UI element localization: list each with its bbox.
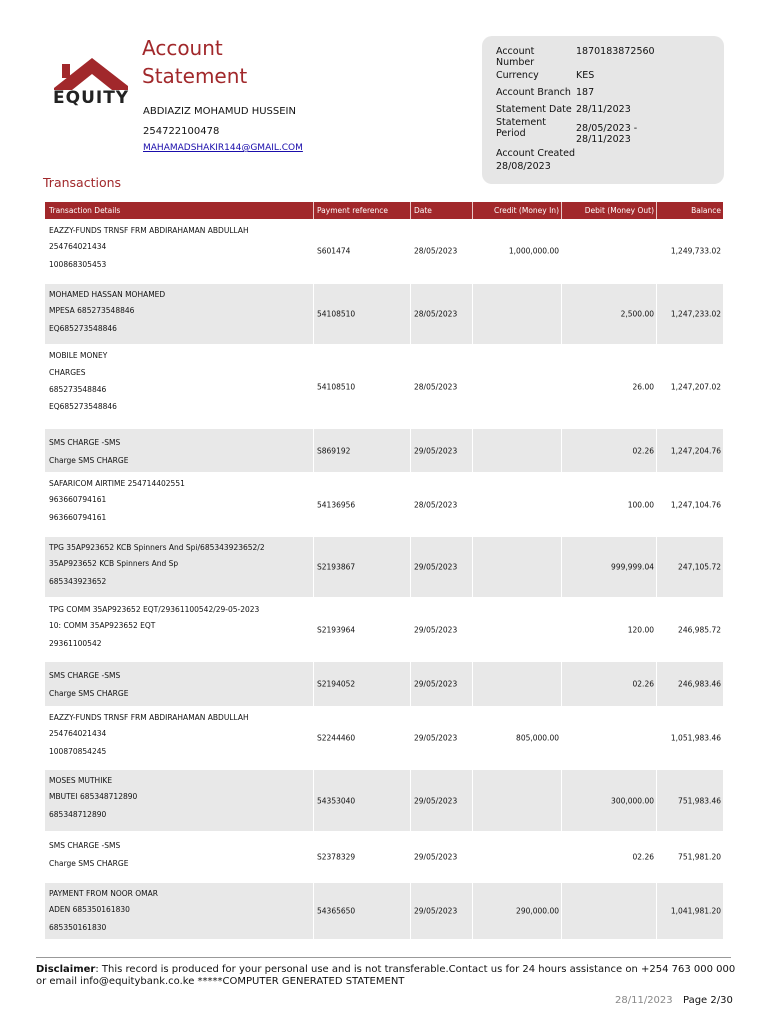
detail-line: 35AP923652 KCB Spinners And Sp xyxy=(49,559,179,568)
cell-date xyxy=(410,220,472,282)
currency-label: Currency xyxy=(496,70,539,81)
equity-logo xyxy=(52,56,132,110)
cell-debit-value: 02.26 xyxy=(632,446,654,455)
cell-transaction-details xyxy=(45,883,313,939)
detail-line: MOSES MUTHIKE xyxy=(49,776,113,785)
cell-balance-value: 1,247,207.02 xyxy=(670,382,721,391)
detail-line: 685343923652 xyxy=(49,577,107,586)
cell-debit-value: 02.26 xyxy=(632,852,654,862)
detail-line: MOBILE MONEY xyxy=(49,351,108,360)
cell-balance-value: 246,985.72 xyxy=(678,625,721,635)
cell-date-value: 28/05/2023 xyxy=(414,382,458,391)
cell-transaction-details xyxy=(45,662,313,706)
statement-date-label: Statement Date xyxy=(496,104,572,115)
cell-transaction-details xyxy=(45,832,313,882)
detail-line: EAZZY-FUNDS TRNSF FRM ABDIRAHAMAN ABDULLAH xyxy=(49,713,249,722)
cell-payment-reference-value: 54353040 xyxy=(317,796,356,805)
cell-debit xyxy=(561,707,656,769)
cell-date xyxy=(410,473,472,536)
table-row xyxy=(45,832,723,882)
cell-date xyxy=(410,662,472,706)
account-holder-email[interactable]: MAHAMADSHAKIR144@GMAIL.COM xyxy=(143,143,303,153)
cell-payment-reference-value: 54136956 xyxy=(317,500,356,509)
cell-payment-reference-value: S869192 xyxy=(317,446,351,455)
cell-credit-value: 805,000.00 xyxy=(516,733,559,743)
cell-payment-reference xyxy=(313,429,410,472)
house-roof-icon xyxy=(52,56,132,90)
cell-payment-reference xyxy=(313,599,410,661)
logo-wordmark: EQUITY xyxy=(53,88,130,108)
cell-debit xyxy=(561,883,656,939)
cell-debit xyxy=(561,284,656,344)
col-date: Date xyxy=(410,202,472,219)
cell-debit xyxy=(561,662,656,706)
cell-credit xyxy=(472,883,561,939)
cell-payment-reference-value: S2194052 xyxy=(317,679,356,689)
cell-debit-value: 02.26 xyxy=(632,679,654,689)
cell-date xyxy=(410,599,472,661)
detail-line: TPG 35AP923652 KCB Spinners And Spi/685343923652/2 xyxy=(49,543,265,552)
cell-balance xyxy=(656,537,723,597)
cell-payment-reference xyxy=(313,473,410,536)
table-row xyxy=(45,345,723,428)
cell-transaction-details xyxy=(45,429,313,472)
transactions-table-header xyxy=(45,202,723,219)
cell-balance xyxy=(656,473,723,536)
page-title: Account Statement xyxy=(142,36,248,88)
cell-date-value: 29/05/2023 xyxy=(414,733,458,743)
cell-payment-reference xyxy=(313,832,410,882)
detail-line: MBUTEI 685348712890 xyxy=(49,792,138,801)
cell-credit xyxy=(472,220,561,282)
col-credit: Credit (Money In) xyxy=(472,202,561,219)
disclaimer-label: Disclaimer xyxy=(36,964,96,975)
account-created-value: 28/08/2023 xyxy=(496,161,551,172)
detail-line: TPG COMM 35AP923652 EQT/29361100542/29-05-2023 xyxy=(49,605,260,614)
currency-value: KES xyxy=(576,70,595,81)
col-debit: Debit (Money Out) xyxy=(561,202,656,219)
table-row xyxy=(45,537,723,597)
cell-payment-reference xyxy=(313,220,410,282)
cell-credit xyxy=(472,284,561,344)
account-branch-value: 187 xyxy=(576,87,595,98)
cell-payment-reference-value: 54108510 xyxy=(317,382,356,391)
col-transaction-details: Transaction Details xyxy=(49,206,121,215)
cell-payment-reference xyxy=(313,345,410,428)
cell-payment-reference-value: S2193867 xyxy=(317,562,356,572)
cell-balance-value: 1,247,233.02 xyxy=(670,309,721,319)
detail-line: EAZZY-FUNDS TRNSF FRM ABDIRAHAMAN ABDULLAH xyxy=(49,226,249,235)
cell-date-value: 29/05/2023 xyxy=(414,852,458,862)
cell-balance-value: 1,041,981.20 xyxy=(670,906,721,916)
cell-debit xyxy=(561,473,656,536)
cell-date xyxy=(410,832,472,882)
detail-line: 29361100542 xyxy=(49,639,102,648)
cell-balance-value: 751,983.46 xyxy=(678,796,721,805)
statement-date-value: 28/11/2023 xyxy=(576,104,631,115)
detail-line: SMS CHARGE -SMS xyxy=(49,438,121,447)
cell-payment-reference-value: 54365650 xyxy=(317,906,356,916)
detail-line: 100870854245 xyxy=(49,747,107,756)
cell-debit xyxy=(561,832,656,882)
cell-debit-value: 2,500.00 xyxy=(620,309,654,319)
detail-line: 10: COMM 35AP923652 EQT xyxy=(49,621,156,630)
disclaimer-text: : This record is produced for your personal use and is not transferable.Contact us for 24 hours assistance on +254 763 000 000 or email info@equitybank.co.ke *****COMPUTER GENERATED STATEMENT xyxy=(36,964,736,987)
statement-period-label: Statement Period xyxy=(496,117,546,139)
cell-payment-reference xyxy=(313,770,410,831)
table-row xyxy=(45,429,723,472)
detail-line: EQ685273548846 xyxy=(49,324,117,333)
detail-line: 254764021434 xyxy=(49,729,107,738)
cell-debit-value: 26.00 xyxy=(632,382,654,391)
account-info-box xyxy=(482,36,724,184)
detail-line: Charge SMS CHARGE xyxy=(49,456,129,465)
table-row xyxy=(45,770,723,831)
page-number: Page 2/30 xyxy=(683,995,733,1006)
cell-balance-value: 1,249,733.02 xyxy=(670,246,721,256)
cell-credit xyxy=(472,707,561,769)
table-row xyxy=(45,662,723,706)
account-created-label: Account Created xyxy=(496,148,575,159)
cell-debit-value: 999,999.04 xyxy=(611,562,654,572)
detail-line: SMS CHARGE -SMS xyxy=(49,841,121,850)
account-number-value: 1870183872560 xyxy=(576,46,655,57)
cell-credit xyxy=(472,662,561,706)
cell-balance-value: 751,981.20 xyxy=(678,852,721,862)
cell-credit xyxy=(472,429,561,472)
detail-line: SMS CHARGE -SMS xyxy=(49,671,121,680)
cell-balance xyxy=(656,429,723,472)
cell-balance xyxy=(656,284,723,344)
detail-line: PAYMENT FROM NOOR OMAR xyxy=(49,889,158,898)
cell-transaction-details xyxy=(45,599,313,661)
cell-date-value: 29/05/2023 xyxy=(414,446,458,455)
detail-line: 685273548846 xyxy=(49,385,107,394)
cell-transaction-details xyxy=(45,770,313,831)
cell-balance xyxy=(656,770,723,831)
cell-date xyxy=(410,883,472,939)
cell-date-value: 29/05/2023 xyxy=(414,906,458,916)
detail-line: Charge SMS CHARGE xyxy=(49,689,129,698)
cell-transaction-details xyxy=(45,473,313,536)
cell-date-value: 28/05/2023 xyxy=(414,309,458,319)
cell-balance-value: 1,247,104.76 xyxy=(670,500,721,509)
col-payment-reference: Payment reference xyxy=(313,202,410,219)
detail-line: CHARGES xyxy=(49,368,86,377)
cell-credit xyxy=(472,345,561,428)
detail-line: Charge SMS CHARGE xyxy=(49,859,129,868)
disclaimer xyxy=(36,964,736,988)
cell-date-value: 29/05/2023 xyxy=(414,679,458,689)
cell-balance xyxy=(656,220,723,282)
cell-date xyxy=(410,537,472,597)
cell-debit xyxy=(561,770,656,831)
col-balance: Balance xyxy=(656,202,723,219)
cell-date xyxy=(410,707,472,769)
cell-balance-value: 247,105.72 xyxy=(678,562,721,572)
account-holder-phone: 254722100478 xyxy=(143,126,220,137)
cell-balance xyxy=(656,345,723,428)
cell-date xyxy=(410,429,472,472)
cell-payment-reference-value: S2244460 xyxy=(317,733,356,743)
cell-debit xyxy=(561,220,656,282)
cell-transaction-details xyxy=(45,707,313,769)
cell-balance-value: 1,051,983.46 xyxy=(670,733,721,743)
detail-line: EQ685273548846 xyxy=(49,402,117,411)
cell-date xyxy=(410,770,472,831)
footer-divider xyxy=(36,957,731,958)
cell-date-value: 28/05/2023 xyxy=(414,500,458,509)
detail-line: 685350161830 xyxy=(49,923,107,932)
cell-transaction-details xyxy=(45,284,313,344)
transactions-heading: Transactions xyxy=(43,175,122,190)
cell-balance-value: 1,247,204.76 xyxy=(670,446,721,455)
cell-balance xyxy=(656,707,723,769)
cell-debit-value: 120.00 xyxy=(627,625,654,635)
cell-date-value: 29/05/2023 xyxy=(414,562,458,572)
cell-payment-reference-value: S2193964 xyxy=(317,625,356,635)
cell-payment-reference xyxy=(313,707,410,769)
table-row xyxy=(45,707,723,769)
cell-date-value: 29/05/2023 xyxy=(414,796,458,805)
cell-credit xyxy=(472,599,561,661)
cell-payment-reference xyxy=(313,883,410,939)
detail-line: MOHAMED HASSAN MOHAMED xyxy=(49,290,166,299)
cell-date-value: 28/05/2023 xyxy=(414,246,458,256)
cell-debit xyxy=(561,429,656,472)
account-branch-label: Account Branch xyxy=(496,87,571,98)
cell-balance-value: 246,983.46 xyxy=(678,679,721,689)
cell-credit-value: 1,000,000.00 xyxy=(508,246,559,256)
cell-credit xyxy=(472,832,561,882)
detail-line: ADEN 685350161830 xyxy=(49,905,130,914)
cell-credit xyxy=(472,537,561,597)
cell-transaction-details xyxy=(45,220,313,282)
table-row xyxy=(45,883,723,939)
account-number-label: Account Number xyxy=(496,46,535,68)
detail-line: 685348712890 xyxy=(49,810,107,819)
table-row xyxy=(45,284,723,344)
cell-payment-reference-value: 54108510 xyxy=(317,309,356,319)
cell-debit xyxy=(561,345,656,428)
table-row xyxy=(45,599,723,661)
cell-debit xyxy=(561,537,656,597)
cell-credit xyxy=(472,473,561,536)
account-holder-name: ABDIAZIZ MOHAMUD HUSSEIN xyxy=(143,106,296,117)
cell-credit xyxy=(472,770,561,831)
cell-date xyxy=(410,284,472,344)
detail-line: 963660794161 xyxy=(49,495,107,504)
cell-balance xyxy=(656,832,723,882)
statement-period-value: 28/05/2023 - 28/11/2023 xyxy=(576,123,638,145)
detail-line: 100868305453 xyxy=(49,260,107,269)
cell-credit-value: 290,000.00 xyxy=(516,906,559,916)
cell-debit xyxy=(561,599,656,661)
cell-balance xyxy=(656,599,723,661)
detail-line: 254764021434 xyxy=(49,242,107,251)
cell-balance xyxy=(656,662,723,706)
cell-payment-reference xyxy=(313,537,410,597)
cell-transaction-details xyxy=(45,345,313,428)
cell-debit-value: 300,000.00 xyxy=(611,796,654,805)
detail-line: SAFARICOM AIRTIME 254714402551 xyxy=(49,479,185,488)
cell-transaction-details xyxy=(45,537,313,597)
footer-date: 28/11/2023 xyxy=(615,995,673,1006)
detail-line: 963660794161 xyxy=(49,513,107,522)
cell-date xyxy=(410,345,472,428)
cell-payment-reference xyxy=(313,284,410,344)
table-row xyxy=(45,220,723,282)
cell-date-value: 29/05/2023 xyxy=(414,625,458,635)
cell-payment-reference-value: S2378329 xyxy=(317,852,356,862)
detail-line: MPESA 685273548846 xyxy=(49,306,135,315)
cell-debit-value: 100.00 xyxy=(627,500,654,509)
cell-payment-reference-value: S601474 xyxy=(317,246,351,256)
cell-payment-reference xyxy=(313,662,410,706)
table-row xyxy=(45,473,723,536)
cell-balance xyxy=(656,883,723,939)
